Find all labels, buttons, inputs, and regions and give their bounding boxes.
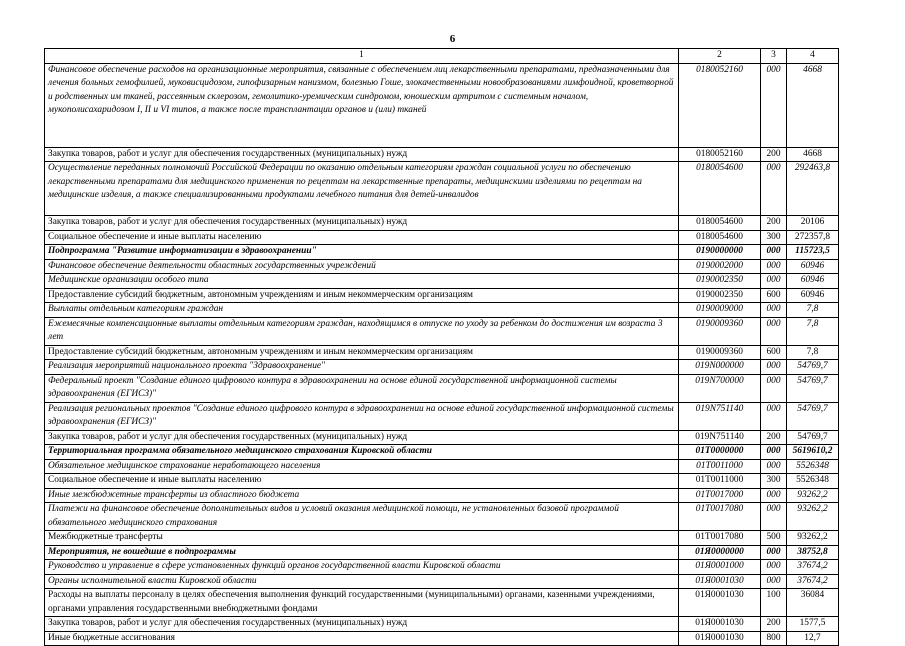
row-code-cell: 01Я0001030 — [679, 589, 761, 617]
table-row — [45, 216, 839, 231]
table-row — [45, 560, 839, 575]
table-row — [45, 345, 839, 360]
header-cell: 1 — [45, 49, 679, 64]
row-code-cell: 0190009000 — [679, 303, 761, 318]
row-name-cell: Медицинские организации особого типа — [45, 274, 679, 289]
row-code-cell: 0190009360 — [679, 345, 761, 360]
row-code-cell: 01T0017080 — [679, 531, 761, 546]
row-name-cell: Мероприятия, не вошедшие в подпрограммы — [45, 545, 679, 560]
row-kind-cell: 600 — [761, 288, 787, 303]
row-amount-cell: 115723,5 — [787, 245, 839, 260]
row-kind-cell: 800 — [761, 631, 787, 646]
row-kind-cell: 000 — [761, 488, 787, 503]
row-amount-cell: 7,8 — [787, 303, 839, 318]
table-row — [45, 430, 839, 445]
row-code-cell: 019N700000 — [679, 374, 761, 402]
row-kind-cell: 300 — [761, 230, 787, 245]
table-row — [45, 303, 839, 318]
row-code-cell: 01T0011000 — [679, 474, 761, 489]
row-code-cell: 0190002350 — [679, 274, 761, 289]
row-name-cell: Платежи на финансовое обеспечение дополнительных видов и условий оказания медицинской помощи, не установленных базовой программой обязательного медицинского страхования — [45, 503, 679, 531]
row-name-cell: Социальное обеспечение и иные выплаты населению — [45, 230, 679, 245]
row-code-cell: 0180052160 — [679, 147, 761, 162]
row-kind-cell: 000 — [761, 162, 787, 216]
row-code-cell: 019N751140 — [679, 430, 761, 445]
row-name-cell: Руководство и управление в сфере установленных функций органов государственной власти Кировской области — [45, 560, 679, 575]
row-kind-cell: 500 — [761, 531, 787, 546]
row-amount-cell: 38752,8 — [787, 545, 839, 560]
row-code-cell: 0190000000 — [679, 245, 761, 260]
table-row — [45, 288, 839, 303]
row-code-cell: 0190002350 — [679, 288, 761, 303]
row-name-cell: Финансовое обеспечение расходов на организационные мероприятия, связанные с обеспечением лиц лекарственными препаратами, предназначенными для лечения больных гемофилией, муковисцидозом, гипофизарным нанизмом, болезнью Гоше, злокачественными новообразованиями лимфоидной, кроветворной и родственных им тканей, рассеянным склерозом, гемолитико-уремическим синдромом, юношеским артритом с системным началом, мукополисахаридозом I, II и VI типов, а также после трансплантации органов и (или) тканей — [45, 63, 679, 147]
table-row — [45, 474, 839, 489]
row-code-cell: 01Я0001030 — [679, 574, 761, 589]
row-name-cell: Межбюджетные трансферты — [45, 531, 679, 546]
row-amount-cell: 93262,2 — [787, 488, 839, 503]
row-amount-cell: 60946 — [787, 288, 839, 303]
row-kind-cell: 100 — [761, 589, 787, 617]
row-amount-cell: 60946 — [787, 274, 839, 289]
table-row — [45, 531, 839, 546]
row-kind-cell: 000 — [761, 259, 787, 274]
table-row — [45, 147, 839, 162]
row-amount-cell: 272357,8 — [787, 230, 839, 245]
row-name-cell: Федеральный проект "Создание единого цифрового контура в здравоохранении на основе единой государственной информационной системы здравоохранения (ЕГИСЗ)" — [45, 374, 679, 402]
table-row — [45, 459, 839, 474]
table-row — [45, 617, 839, 632]
row-kind-cell: 000 — [761, 274, 787, 289]
row-amount-cell: 5526348 — [787, 474, 839, 489]
row-kind-cell: 000 — [761, 445, 787, 460]
row-kind-cell: 200 — [761, 617, 787, 632]
row-kind-cell: 000 — [761, 303, 787, 318]
row-amount-cell: 292463,8 — [787, 162, 839, 216]
row-amount-cell: 5619610,2 — [787, 445, 839, 460]
table-row — [45, 317, 839, 345]
table-row — [45, 245, 839, 260]
row-amount-cell: 5526348 — [787, 459, 839, 474]
row-code-cell: 01Я0001030 — [679, 617, 761, 632]
row-kind-cell: 000 — [761, 360, 787, 375]
row-name-cell: Реализация мероприятий национального проекта "Здравоохранение" — [45, 360, 679, 375]
row-code-cell: 0190009360 — [679, 317, 761, 345]
table-row — [45, 503, 839, 531]
row-amount-cell: 54769,7 — [787, 360, 839, 375]
table-row — [45, 402, 839, 430]
header-row — [45, 49, 839, 64]
table-row — [45, 230, 839, 245]
row-code-cell: 01Я0000000 — [679, 545, 761, 560]
row-amount-cell: 93262,2 — [787, 531, 839, 546]
row-kind-cell: 000 — [761, 317, 787, 345]
row-amount-cell: 93262,2 — [787, 503, 839, 531]
table-row — [45, 259, 839, 274]
row-code-cell: 019N000000 — [679, 360, 761, 375]
table-row — [45, 589, 839, 617]
row-name-cell: Предоставление субсидий бюджетным, автономным учреждениям и иным некоммерческим организациям — [45, 288, 679, 303]
row-amount-cell: 54769,7 — [787, 402, 839, 430]
row-kind-cell: 000 — [761, 402, 787, 430]
row-amount-cell: 1577,5 — [787, 617, 839, 632]
row-name-cell: Финансовое обеспечение деятельности областных государственных учреждений — [45, 259, 679, 274]
row-name-cell: Подпрограмма "Развитие информатизации в здравоохранении" — [45, 245, 679, 260]
row-kind-cell: 000 — [761, 574, 787, 589]
row-name-cell: Закупка товаров, работ и услуг для обеспечения государственных (муниципальных) нужд — [45, 430, 679, 445]
header-cell: 2 — [679, 49, 761, 64]
row-code-cell: 019N751140 — [679, 402, 761, 430]
row-code-cell: 01T0011000 — [679, 459, 761, 474]
table-row — [45, 274, 839, 289]
row-amount-cell: 37674,2 — [787, 574, 839, 589]
row-name-cell: Закупка товаров, работ и услуг для обеспечения государственных (муниципальных) нужд — [45, 216, 679, 231]
table-row — [45, 545, 839, 560]
table-row — [45, 488, 839, 503]
row-code-cell: 01T0000000 — [679, 445, 761, 460]
row-kind-cell: 000 — [761, 374, 787, 402]
row-amount-cell: 4668 — [787, 63, 839, 147]
row-name-cell: Ежемесячные компенсационные выплаты отдельным категориям граждан, находящимся в отпуске по уходу за ребенком до достижения им возраста 3 лет — [45, 317, 679, 345]
budget-table — [44, 48, 839, 646]
row-amount-cell: 20106 — [787, 216, 839, 231]
row-kind-cell: 200 — [761, 147, 787, 162]
row-code-cell: 0180054600 — [679, 216, 761, 231]
row-name-cell: Реализация региональных проектов "Создание единого цифрового контура в здравоохранении на основе единой государственной информационной системы здравоохранения (ЕГИСЗ)" — [45, 402, 679, 430]
row-name-cell: Расходы на выплаты персоналу в целях обеспечения выполнения функций государственными (муниципальными) органами, казенными учреждениями, органами управления государственными внебюджетными фондами — [45, 589, 679, 617]
row-code-cell: 01T0017080 — [679, 503, 761, 531]
row-amount-cell: 54769,7 — [787, 430, 839, 445]
table-row — [45, 360, 839, 375]
row-name-cell: Иные бюджетные ассигнования — [45, 631, 679, 646]
row-amount-cell: 36084 — [787, 589, 839, 617]
row-code-cell: 0180054600 — [679, 162, 761, 216]
row-kind-cell: 200 — [761, 216, 787, 231]
row-kind-cell: 000 — [761, 63, 787, 147]
row-name-cell: Закупка товаров, работ и услуг для обеспечения государственных (муниципальных) нужд — [45, 617, 679, 632]
row-amount-cell: 4668 — [787, 147, 839, 162]
row-name-cell: Осуществление переданных полномочий Российской Федерации по оказанию отдельным категориям граждан социальной услуги по обеспечению лекарственными препаратами для медицинского применения по рецептам на лекарственные препараты, медицинскими изделиями по рецептам на медицинские изделия, а также специализированными продуктами лечебного питания для детей-инвалидов — [45, 162, 679, 216]
row-code-cell: 0180052160 — [679, 63, 761, 147]
row-kind-cell: 000 — [761, 545, 787, 560]
row-code-cell: 01Я0001030 — [679, 631, 761, 646]
row-kind-cell: 300 — [761, 474, 787, 489]
row-kind-cell: 000 — [761, 503, 787, 531]
table-row — [45, 574, 839, 589]
table-row — [45, 63, 839, 147]
row-code-cell: 0190002000 — [679, 259, 761, 274]
row-code-cell: 0180054600 — [679, 230, 761, 245]
row-kind-cell: 000 — [761, 560, 787, 575]
header-cell: 3 — [761, 49, 787, 64]
row-code-cell: 01T0017000 — [679, 488, 761, 503]
row-name-cell: Предоставление субсидий бюджетным, автономным учреждениям и иным некоммерческим организациям — [45, 345, 679, 360]
row-name-cell: Территориальная программа обязательного медицинского страхования Кировской области — [45, 445, 679, 460]
table-row — [45, 162, 839, 216]
row-amount-cell: 60946 — [787, 259, 839, 274]
row-name-cell: Обязательное медицинское страхование неработающего населения — [45, 459, 679, 474]
row-kind-cell: 000 — [761, 459, 787, 474]
row-amount-cell: 7,8 — [787, 317, 839, 345]
row-amount-cell: 37674,2 — [787, 560, 839, 575]
header-cell: 4 — [787, 49, 839, 64]
row-name-cell: Закупка товаров, работ и услуг для обеспечения государственных (муниципальных) нужд — [45, 147, 679, 162]
row-name-cell: Социальное обеспечение и иные выплаты населению — [45, 474, 679, 489]
table-row — [45, 374, 839, 402]
table-row — [45, 631, 839, 646]
row-kind-cell: 000 — [761, 245, 787, 260]
row-code-cell: 01Я0001000 — [679, 560, 761, 575]
row-kind-cell: 200 — [761, 430, 787, 445]
row-name-cell: Органы исполнительной власти Кировской области — [45, 574, 679, 589]
row-amount-cell: 12,7 — [787, 631, 839, 646]
row-kind-cell: 600 — [761, 345, 787, 360]
row-amount-cell: 7,8 — [787, 345, 839, 360]
table-row — [45, 445, 839, 460]
row-amount-cell: 54769,7 — [787, 374, 839, 402]
row-name-cell: Иные межбюджетные трансферты из областного бюджета — [45, 488, 679, 503]
row-name-cell: Выплаты отдельным категориям граждан — [45, 303, 679, 318]
page-number: 6 — [449, 33, 456, 45]
